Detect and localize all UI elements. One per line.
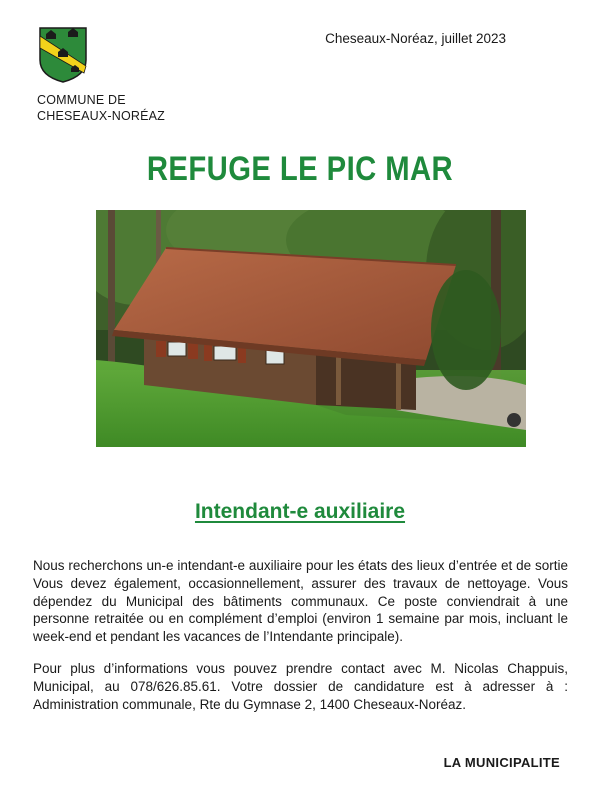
refuge-photo <box>96 210 526 447</box>
place-and-date: Cheseaux-Noréaz, juillet 2023 <box>325 31 506 46</box>
commune-crest-icon <box>38 26 88 84</box>
commune-name <box>37 92 165 124</box>
page-title: REFUGE LE PIC MAR <box>146 150 454 188</box>
commune-line-2: CHESEAUX-NORÉAZ <box>37 109 166 123</box>
contact-paragraph: Pour plus d’informations vous pouvez prendre contact avec M. Nicolas Chappuis, Municipal, au 078/626.85.61. Votre dossier de candidature est à adresser à : Administration communale, Rte du Gymnase 2, 1400 Cheseaux-Noréaz. <box>33 661 568 712</box>
signature: LA MUNICIPALITE <box>443 755 560 770</box>
commune-line-1: COMMUNE DE <box>37 93 126 107</box>
job-title: Intendant-e auxiliaire <box>194 500 406 523</box>
job-description-paragraph: Nous recherchons un-e intendant-e auxiliaire pour les états des lieux d’entrée et de sortie Vous devez également, occasionnellement, assurer des travaux de nettoyage. Vous dépendez du Municipal des bâtiments communaux. Ce poste conviendrait à une personne retraitée ou en complément d’emploi (environ 1 semaine par mois, incluant le week-end et pendant les vacances de l’Intendante principale). <box>33 558 568 645</box>
